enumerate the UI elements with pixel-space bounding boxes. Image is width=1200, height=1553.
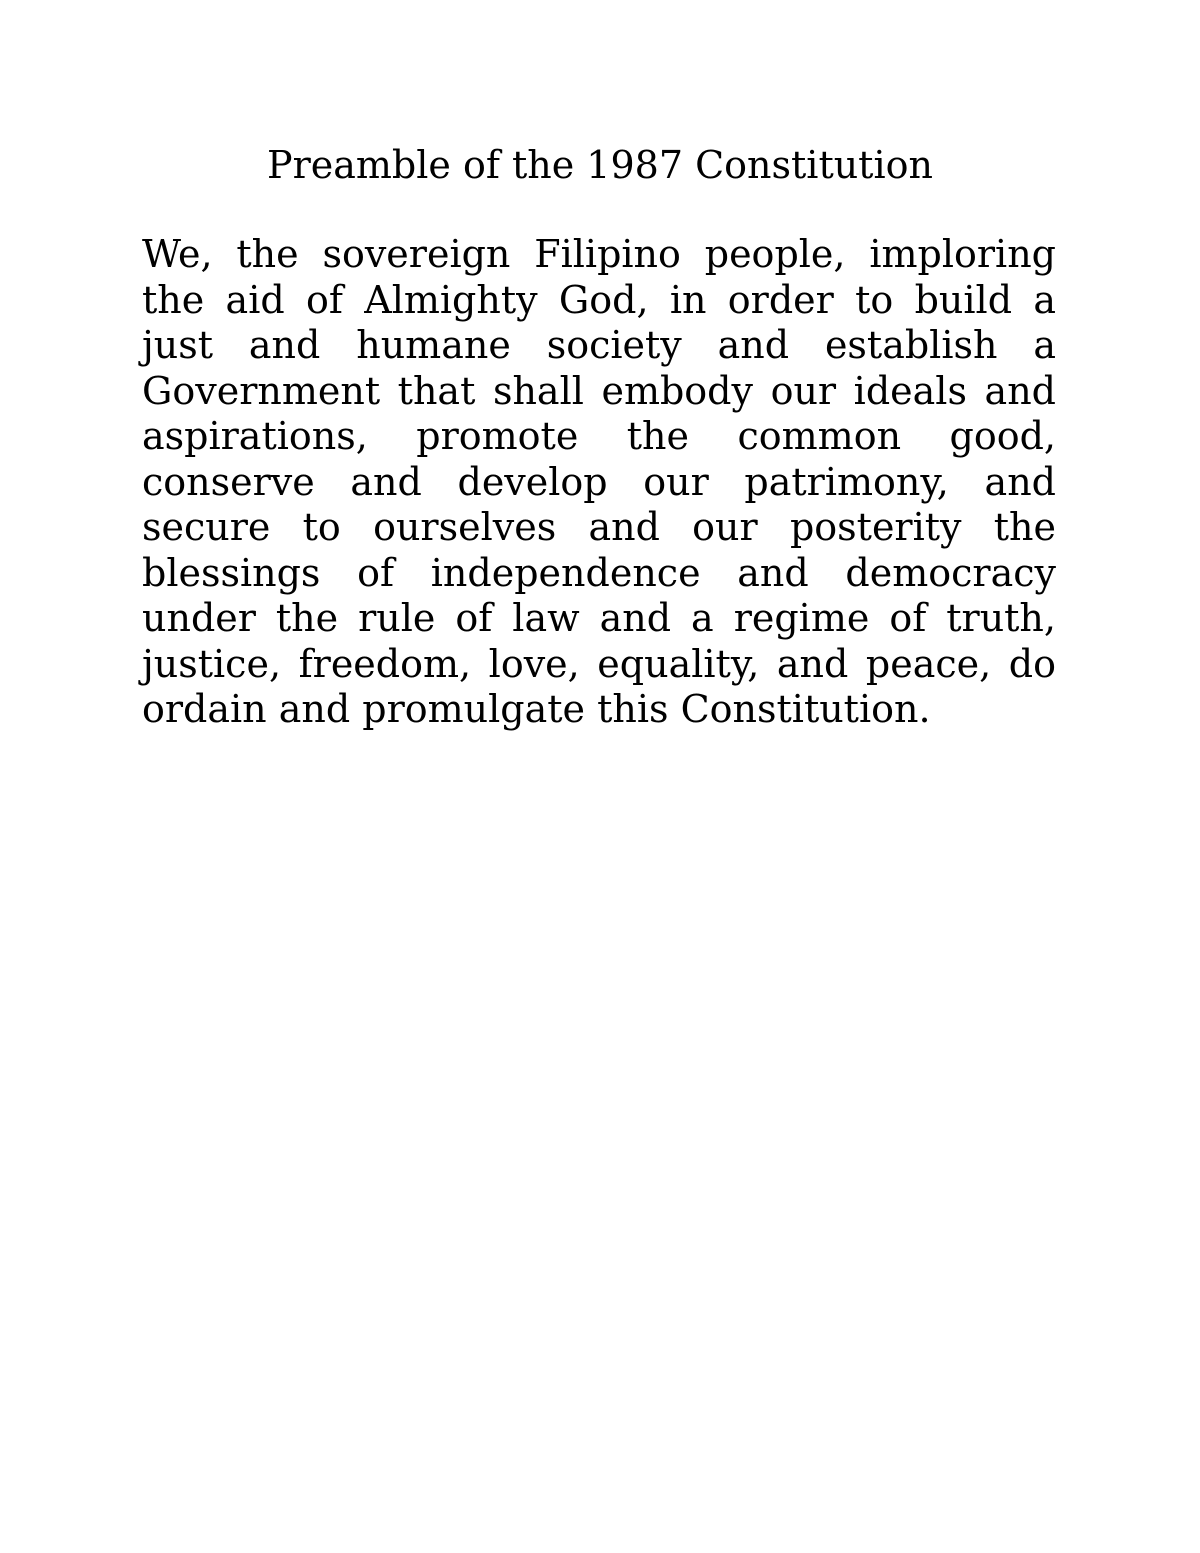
paragraph-line: just and humane society and establish a [142, 323, 1056, 367]
paragraph-line: blessings of independence and democracy [142, 550, 1056, 595]
paragraph-line: under the rule of law and a regime of truth, [142, 596, 1056, 640]
paragraph-line: the aid of Almighty God, in order to build a [142, 277, 1056, 322]
document-title: Preamble of the 1987 Constitution [267, 143, 933, 187]
paragraph-line: secure to ourselves and our posterity the [142, 505, 1056, 549]
paragraph-line: We, the sovereign Filipino people, imploring [142, 232, 1056, 276]
paragraph-line: aspirations, promote the common good, [142, 414, 1056, 458]
preamble-paragraph [142, 232, 1056, 733]
paragraph-line: justice, freedom, love, equality, and peace, do [142, 641, 1056, 686]
paragraph-line: ordain and promulgate this Constitution. [142, 687, 931, 731]
paragraph-line: Government that shall embody our ideals and [142, 368, 1056, 413]
paragraph-line: conserve and develop our patrimony, and [142, 459, 1056, 504]
